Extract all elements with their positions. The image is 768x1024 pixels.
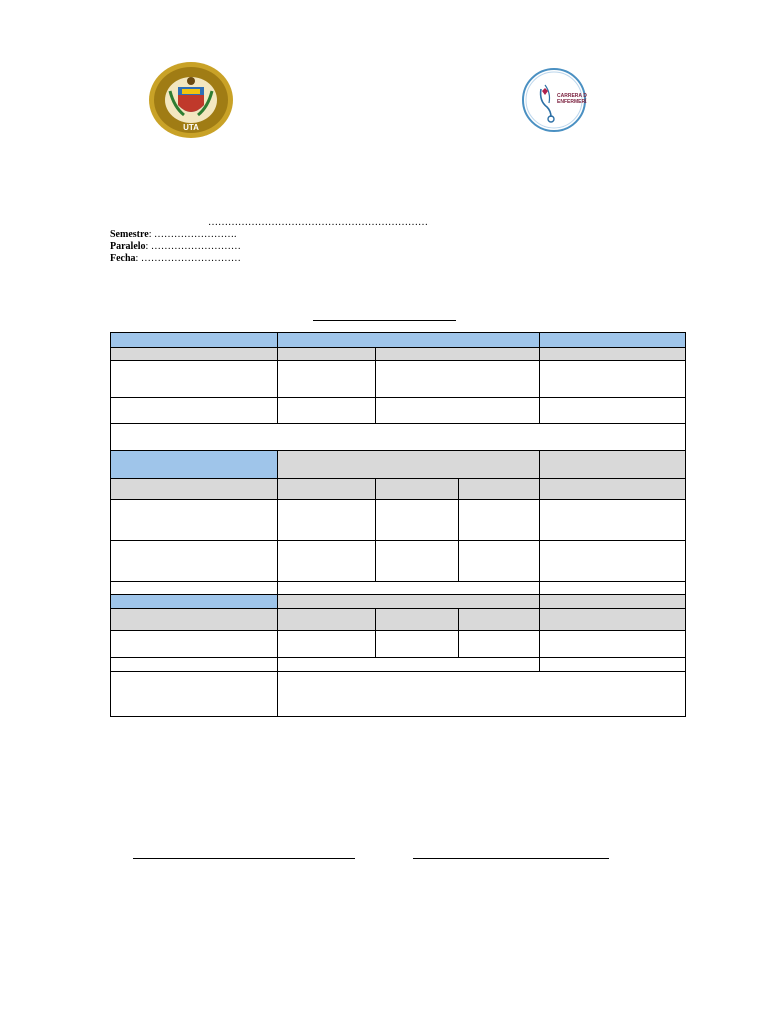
nursing-career-logo-icon (521, 67, 587, 133)
fecha-dots: : ………………………… (135, 253, 241, 264)
table-cell (539, 594, 686, 609)
table-cell (539, 450, 686, 479)
table-cell (110, 347, 278, 361)
table-cell (110, 608, 278, 631)
table-cell (375, 608, 459, 631)
paralelo-dots: : ……………………… (145, 241, 241, 252)
table-cell[interactable] (110, 397, 278, 424)
semestre-dots: : ……………………. (148, 229, 237, 240)
paralelo-label: Paralelo (110, 241, 146, 252)
table-cell (110, 478, 278, 500)
table-cell[interactable] (375, 397, 540, 424)
table-cell[interactable] (110, 423, 686, 451)
table-cell (110, 594, 278, 609)
table-cell[interactable] (110, 671, 278, 717)
table-cell[interactable] (110, 630, 278, 658)
table-cell[interactable] (375, 540, 459, 582)
table-cell[interactable] (277, 671, 686, 717)
table-cell[interactable] (458, 540, 540, 582)
table-cell[interactable] (539, 630, 686, 658)
signature-line-left (133, 858, 355, 859)
university-seal-icon (148, 61, 234, 139)
table-cell (458, 608, 540, 631)
semestre-field (110, 229, 236, 240)
table-cell (277, 332, 540, 348)
table-cell (539, 347, 686, 361)
table-cell[interactable] (539, 657, 686, 672)
table-cell[interactable] (277, 657, 540, 672)
logo-text-line2: ENFERMERÍA (557, 99, 587, 105)
table-cell (277, 347, 376, 361)
table-cell[interactable] (110, 581, 278, 595)
table-cell[interactable] (110, 540, 278, 582)
paralelo-field (110, 241, 241, 252)
table-cell (375, 478, 459, 500)
table-cell[interactable] (458, 499, 540, 541)
table-cell[interactable] (539, 360, 686, 398)
table-cell (277, 450, 540, 479)
table-cell[interactable] (539, 540, 686, 582)
table-cell[interactable] (539, 397, 686, 424)
table-cell[interactable] (375, 360, 540, 398)
signature-line-right (413, 858, 609, 859)
nursing-career-logo (521, 67, 587, 133)
table-cell[interactable] (277, 630, 376, 658)
table-cell (277, 608, 376, 631)
fecha-field (110, 253, 241, 264)
table-cell (539, 478, 686, 500)
fecha-label: Fecha (110, 253, 136, 264)
table-cell[interactable] (277, 360, 376, 398)
table-cell[interactable] (110, 360, 278, 398)
table-cell[interactable] (539, 499, 686, 541)
seal-uta-label: UTA (183, 123, 199, 132)
table-cell (539, 332, 686, 348)
table-cell[interactable] (375, 630, 459, 658)
table-cell[interactable] (277, 499, 376, 541)
table-cell[interactable] (277, 581, 540, 595)
table-cell (375, 347, 540, 361)
table-cell (277, 594, 540, 609)
semestre-label: Semestre (110, 229, 149, 240)
table-cell[interactable] (110, 657, 278, 672)
table-cell[interactable] (277, 540, 376, 582)
title-dots: ………………………………………………………… (208, 217, 428, 228)
table-cell (110, 450, 278, 479)
table-cell[interactable] (277, 397, 376, 424)
table-cell (110, 332, 278, 348)
table-cell[interactable] (539, 581, 686, 595)
logo-text-line1: CARRERA DE (557, 93, 587, 99)
table-cell[interactable] (110, 499, 278, 541)
table-cell (539, 608, 686, 631)
table-cell (458, 478, 540, 500)
table-cell[interactable] (375, 499, 459, 541)
section-title-underline (313, 320, 456, 321)
table-cell (277, 478, 376, 500)
university-seal-logo (148, 61, 234, 139)
table-cell[interactable] (458, 630, 540, 658)
